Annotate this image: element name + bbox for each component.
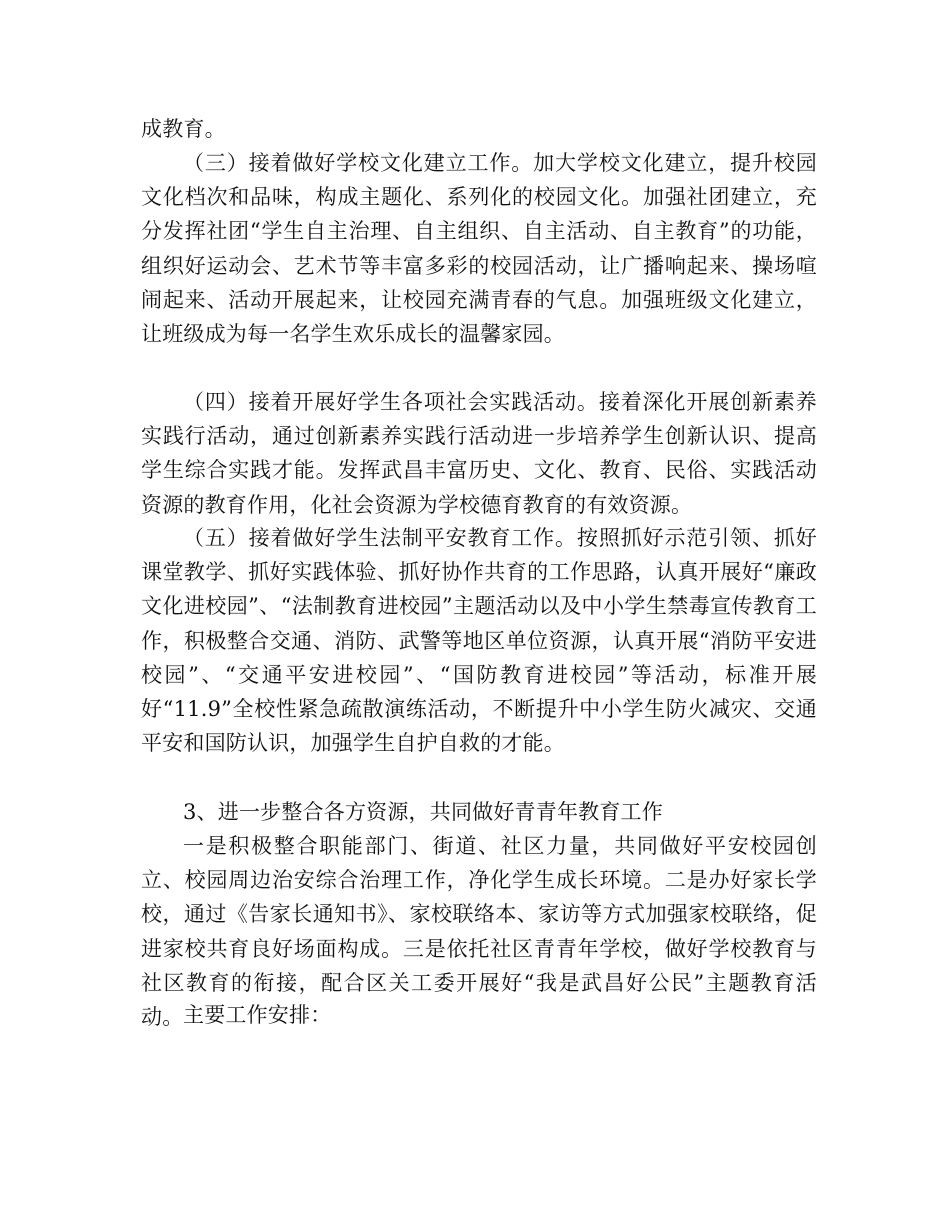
paragraph-school-culture: （三）接着做好学校文化建立工作。加大学校文化建立，提升校园文化档次和品味，构成主题化、系列化的校园文化。加强社团建立，充分发挥社团“学生自主治理、自主组织、自主活动、自主教育”的功能，组织好运动会、艺术节等丰富多彩的校园活动，让广播响起来、操场喧闹起来、活动开展起来，让校园充满青春的气息。加强班级文化建立，让班级成为每一名学生欢乐成长的温馨家园。	[141, 151, 817, 347]
paragraph-continuation: 成教育。	[141, 117, 226, 141]
paragraph-social-practice: （四）接着开展好学生各项社会实践活动。接着深化开展创新素养实践行活动，通过创新素养实践行活动进一步培养学生创新认识、提高学生综合实践才能。发挥武昌丰富历史、文化、教育、民俗、实践活动资源的教育作用，化社会资源为学校德育教育的有效资源。	[141, 390, 817, 517]
section-heading-resources: 3、进一步整合各方资源，共同做好青青年教育工作	[183, 800, 663, 824]
paragraph-resource-integration: 一是积极整合职能部门、街道、社区力量，共同做好平安校园创立、校园周边治安综合治理工作，净化学生成长环境。二是办好家长学校，通过《告家长通知书》、家校联络本、家访等方式加强家校联络，促进家校共育良好场面构成。三是依托社区青青年学校，做好学校教育与社区教育的衔接，配合区关工委开展好“我是武昌好公民”主题教育活动。	[141, 834, 817, 1030]
paragraph-legal-safety: （五）接着做好学生法制平安教育工作。按照抓好示范引领、抓好课堂教学、抓好实践体验、抓好协作共育的工作思路，认真开展好“廉政文化进校园”、“法制教育进校园”主题活动以及中小学生禁毒宣传教育工作，积极整合交通、消防、武警等地区单位资源，认真开展“消防平安进校园”、“交通平安进校园”、“国防教育进校园”等活动，标准开展好“11.9”全校性紧急疏散演练活动，不断提升中小学生防火减灾、交通平安和国防认识，加强学生自护自救的才能。	[141, 526, 817, 756]
paragraph-main-arrangements: 主要工作安排：	[183, 1003, 332, 1027]
